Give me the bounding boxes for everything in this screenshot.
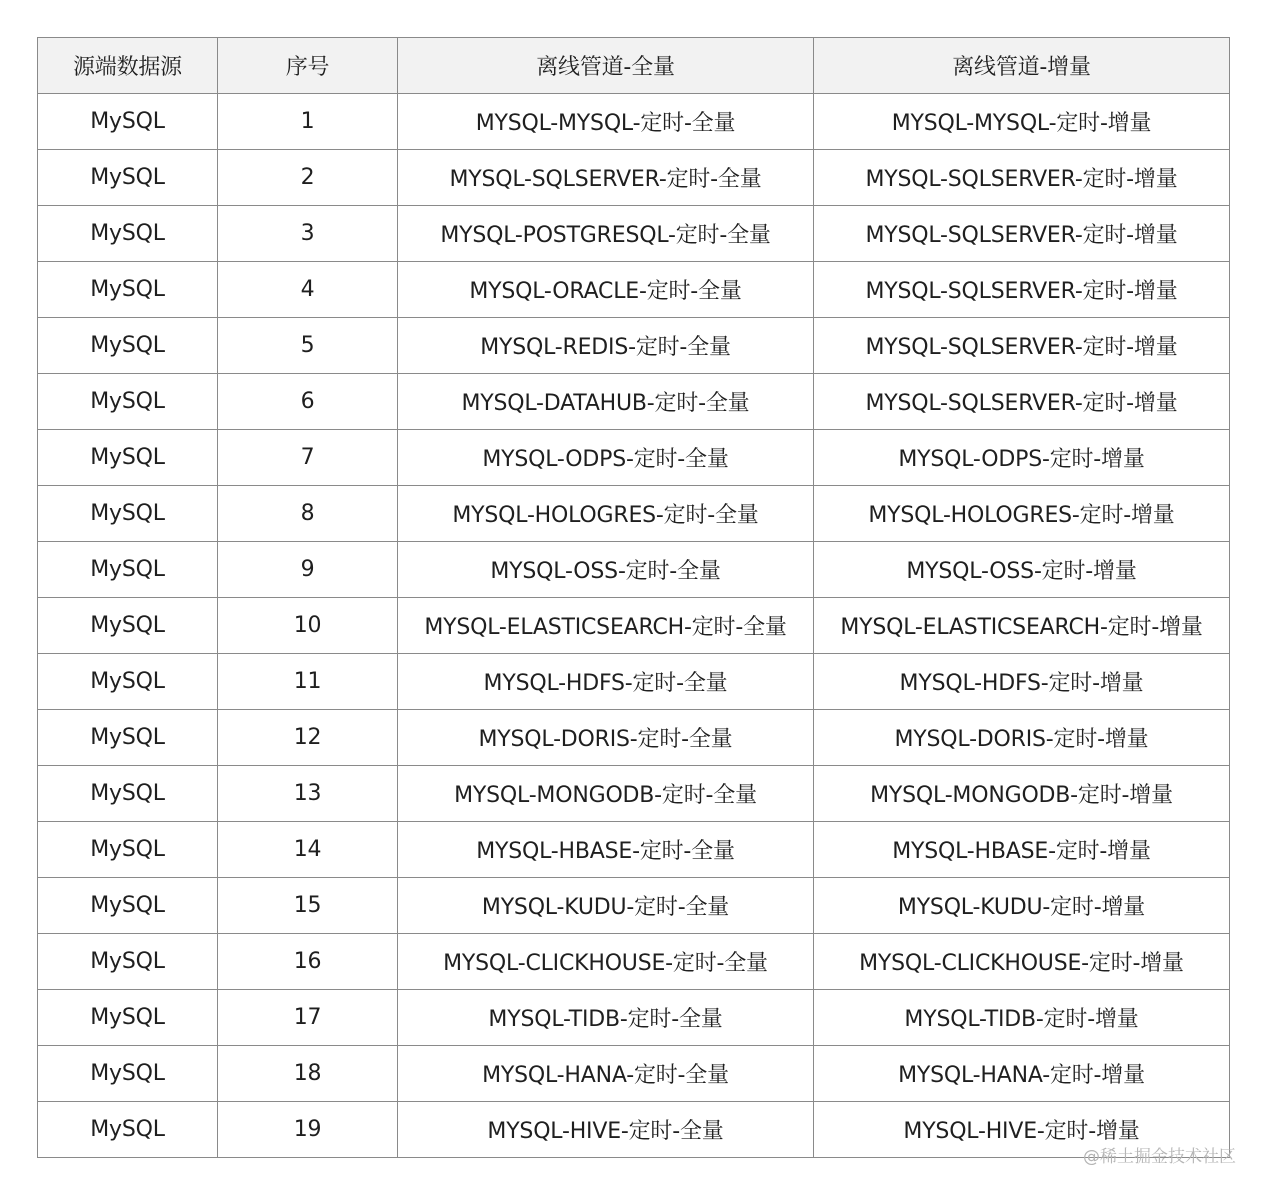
cell-full-pipeline: MYSQL-ORACLE-定时-全量	[398, 262, 814, 318]
cell-full-pipeline: MYSQL-DATAHUB-定时-全量	[398, 374, 814, 430]
table-row	[38, 766, 1230, 822]
table-row	[38, 710, 1230, 766]
cell-index: 2	[218, 150, 398, 206]
cell-incremental-pipeline: MYSQL-ELASTICSEARCH-定时-增量	[814, 598, 1230, 654]
cell-incremental-pipeline: MYSQL-CLICKHOUSE-定时-增量	[814, 934, 1230, 990]
cell-full-pipeline: MYSQL-HBASE-定时-全量	[398, 822, 814, 878]
cell-source: MySQL	[38, 654, 218, 710]
table-row	[38, 1102, 1230, 1158]
cell-full-pipeline: MYSQL-ELASTICSEARCH-定时-全量	[398, 598, 814, 654]
cell-index: 13	[218, 766, 398, 822]
header-index: 序号	[218, 38, 398, 94]
table-row	[38, 318, 1230, 374]
table-row	[38, 542, 1230, 598]
cell-full-pipeline: MYSQL-KUDU-定时-全量	[398, 878, 814, 934]
table-row	[38, 150, 1230, 206]
cell-full-pipeline: MYSQL-MYSQL-定时-全量	[398, 94, 814, 150]
cell-source: MySQL	[38, 374, 218, 430]
pipeline-table	[37, 37, 1230, 1158]
cell-index: 9	[218, 542, 398, 598]
cell-index: 5	[218, 318, 398, 374]
cell-index: 17	[218, 990, 398, 1046]
cell-source: MySQL	[38, 990, 218, 1046]
cell-full-pipeline: MYSQL-REDIS-定时-全量	[398, 318, 814, 374]
table-row	[38, 822, 1230, 878]
cell-incremental-pipeline: MYSQL-OSS-定时-增量	[814, 542, 1230, 598]
cell-incremental-pipeline: MYSQL-HANA-定时-增量	[814, 1046, 1230, 1102]
cell-source: MySQL	[38, 710, 218, 766]
cell-full-pipeline: MYSQL-OSS-定时-全量	[398, 542, 814, 598]
cell-incremental-pipeline: MYSQL-MYSQL-定时-增量	[814, 94, 1230, 150]
table-row	[38, 878, 1230, 934]
cell-index: 3	[218, 206, 398, 262]
watermark: @稀土掘金技术社区	[1083, 1147, 1236, 1167]
cell-full-pipeline: MYSQL-MONGODB-定时-全量	[398, 766, 814, 822]
table-row	[38, 94, 1230, 150]
cell-source: MySQL	[38, 430, 218, 486]
table-row	[38, 206, 1230, 262]
cell-incremental-pipeline: MYSQL-HBASE-定时-增量	[814, 822, 1230, 878]
cell-index: 4	[218, 262, 398, 318]
cell-incremental-pipeline: MYSQL-SQLSERVER-定时-增量	[814, 318, 1230, 374]
cell-source: MySQL	[38, 1046, 218, 1102]
cell-index: 18	[218, 1046, 398, 1102]
cell-source: MySQL	[38, 598, 218, 654]
cell-index: 15	[218, 878, 398, 934]
cell-incremental-pipeline: MYSQL-SQLSERVER-定时-增量	[814, 150, 1230, 206]
cell-full-pipeline: MYSQL-SQLSERVER-定时-全量	[398, 150, 814, 206]
cell-full-pipeline: MYSQL-ODPS-定时-全量	[398, 430, 814, 486]
cell-full-pipeline: MYSQL-HOLOGRES-定时-全量	[398, 486, 814, 542]
table-row	[38, 430, 1230, 486]
cell-source: MySQL	[38, 542, 218, 598]
cell-full-pipeline: MYSQL-HDFS-定时-全量	[398, 654, 814, 710]
cell-incremental-pipeline: MYSQL-HDFS-定时-增量	[814, 654, 1230, 710]
cell-index: 14	[218, 822, 398, 878]
cell-source: MySQL	[38, 766, 218, 822]
table-row	[38, 934, 1230, 990]
table-row	[38, 262, 1230, 318]
cell-incremental-pipeline: MYSQL-SQLSERVER-定时-增量	[814, 374, 1230, 430]
table-body	[38, 94, 1230, 1158]
cell-index: 12	[218, 710, 398, 766]
cell-source: MySQL	[38, 318, 218, 374]
table-row	[38, 374, 1230, 430]
cell-index: 10	[218, 598, 398, 654]
cell-full-pipeline: MYSQL-HIVE-定时-全量	[398, 1102, 814, 1158]
cell-incremental-pipeline: MYSQL-HOLOGRES-定时-增量	[814, 486, 1230, 542]
cell-incremental-pipeline: MYSQL-TIDB-定时-增量	[814, 990, 1230, 1046]
cell-full-pipeline: MYSQL-DORIS-定时-全量	[398, 710, 814, 766]
cell-index: 1	[218, 94, 398, 150]
cell-index: 6	[218, 374, 398, 430]
cell-full-pipeline: MYSQL-CLICKHOUSE-定时-全量	[398, 934, 814, 990]
cell-incremental-pipeline: MYSQL-SQLSERVER-定时-增量	[814, 206, 1230, 262]
cell-source: MySQL	[38, 934, 218, 990]
cell-source: MySQL	[38, 94, 218, 150]
cell-source: MySQL	[38, 1102, 218, 1158]
cell-source: MySQL	[38, 486, 218, 542]
header-source: 源端数据源	[38, 38, 218, 94]
header-row	[38, 38, 1230, 94]
cell-full-pipeline: MYSQL-HANA-定时-全量	[398, 1046, 814, 1102]
cell-index: 8	[218, 486, 398, 542]
cell-index: 7	[218, 430, 398, 486]
cell-full-pipeline: MYSQL-TIDB-定时-全量	[398, 990, 814, 1046]
cell-incremental-pipeline: MYSQL-MONGODB-定时-增量	[814, 766, 1230, 822]
cell-source: MySQL	[38, 878, 218, 934]
cell-source: MySQL	[38, 262, 218, 318]
table-row	[38, 598, 1230, 654]
header-incremental-pipeline: 离线管道-增量	[814, 38, 1230, 94]
cell-index: 19	[218, 1102, 398, 1158]
cell-full-pipeline: MYSQL-POSTGRESQL-定时-全量	[398, 206, 814, 262]
cell-index: 16	[218, 934, 398, 990]
table-row	[38, 654, 1230, 710]
table-header	[38, 38, 1230, 94]
cell-incremental-pipeline: MYSQL-DORIS-定时-增量	[814, 710, 1230, 766]
cell-source: MySQL	[38, 206, 218, 262]
cell-incremental-pipeline: MYSQL-SQLSERVER-定时-增量	[814, 262, 1230, 318]
cell-source: MySQL	[38, 822, 218, 878]
cell-index: 11	[218, 654, 398, 710]
table-row	[38, 1046, 1230, 1102]
header-full-pipeline: 离线管道-全量	[398, 38, 814, 94]
pipeline-table-container	[37, 37, 1229, 1158]
cell-incremental-pipeline: MYSQL-ODPS-定时-增量	[814, 430, 1230, 486]
cell-incremental-pipeline: MYSQL-HIVE-定时-增量	[814, 1102, 1230, 1158]
cell-source: MySQL	[38, 150, 218, 206]
table-row	[38, 486, 1230, 542]
table-row	[38, 990, 1230, 1046]
cell-incremental-pipeline: MYSQL-KUDU-定时-增量	[814, 878, 1230, 934]
